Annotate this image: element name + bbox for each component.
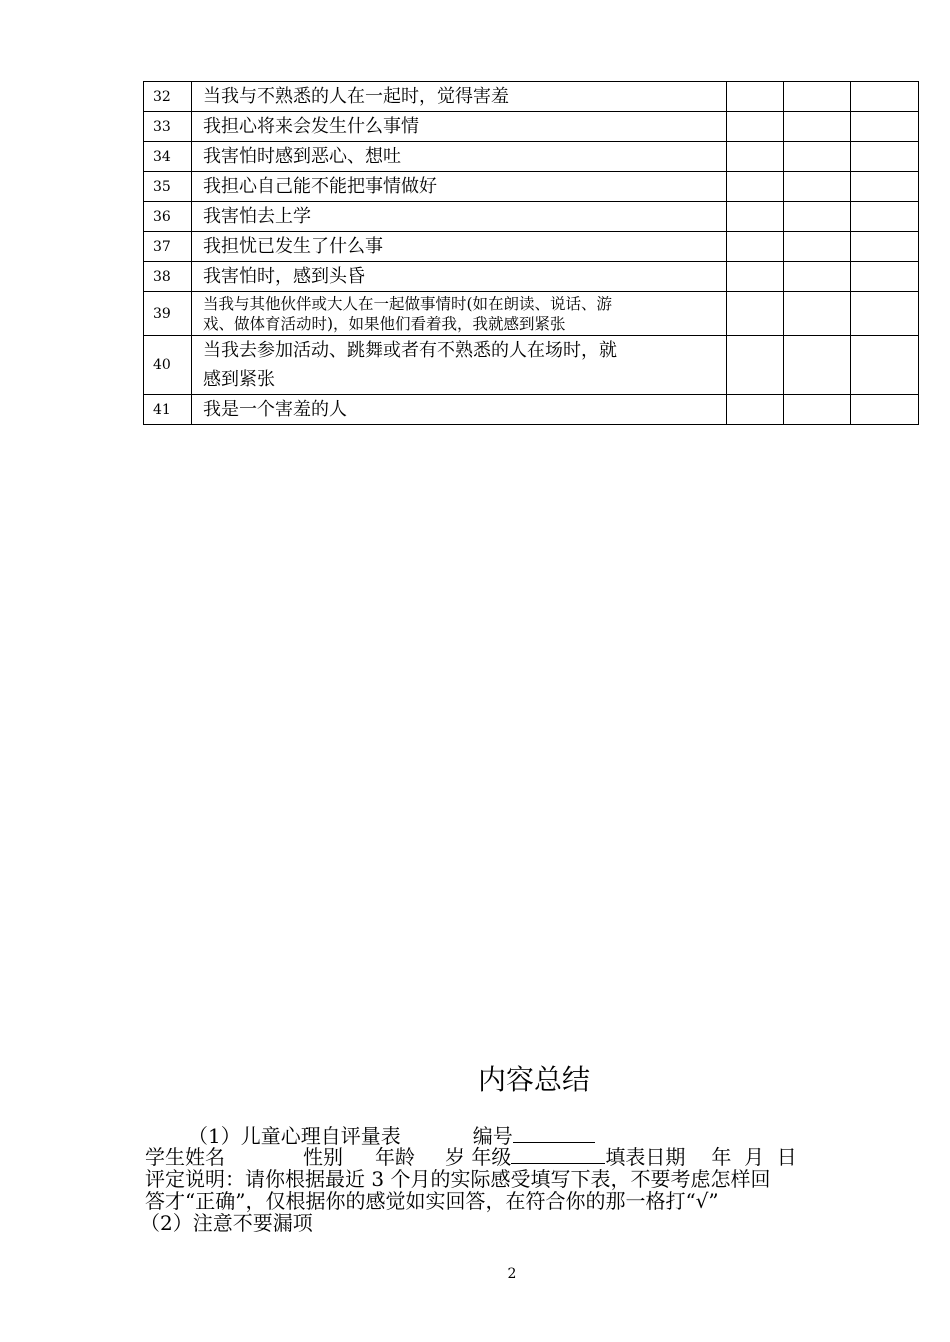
item-text: 我害怕时，感到头昏 — [192, 262, 727, 292]
item-text-line: 戏、做体育活动时)，如果他们看着我，我就感到紧张 — [203, 314, 566, 333]
item-text: 我是一个害羞的人 — [192, 395, 727, 425]
answer-cell-1[interactable] — [727, 262, 784, 292]
item-text-line: 当我去参加活动、跳舞或者有不熟悉的人在场时，就 — [203, 340, 617, 361]
answer-cell-2[interactable] — [784, 292, 851, 336]
table-row — [144, 232, 919, 262]
item-text — [192, 292, 727, 336]
note-line: （2）注意不要漏项 — [140, 1211, 313, 1235]
answer-cell-3[interactable] — [851, 82, 919, 112]
table-row — [144, 112, 919, 142]
answer-cell-2[interactable] — [784, 82, 851, 112]
date-label: 填表日期 — [605, 1145, 686, 1169]
summary-title: 内容总结 — [477, 1063, 590, 1096]
answer-cell-3[interactable] — [851, 142, 919, 172]
answer-cell-1[interactable] — [727, 142, 784, 172]
item-number: 39 — [144, 292, 192, 336]
item-number: 40 — [144, 336, 192, 395]
table-row — [144, 292, 919, 336]
answer-cell-2[interactable] — [784, 232, 851, 262]
answer-cell-3[interactable] — [851, 262, 919, 292]
age-label: 年龄 — [375, 1145, 415, 1169]
serial-number-label: 编号 — [472, 1124, 513, 1148]
item-text: 当我与不熟悉的人在一起时，觉得害羞 — [192, 82, 727, 112]
instruction-line-1: 评定说明：请你根据最近 3 个月的实际感受填写下表，不要考虑怎样回 — [145, 1167, 771, 1191]
answer-cell-1[interactable] — [727, 202, 784, 232]
table-row — [144, 82, 919, 112]
answer-cell-1[interactable] — [727, 82, 784, 112]
answer-cell-2[interactable] — [784, 202, 851, 232]
scale-title: （1）儿童心理自评量表 — [188, 1124, 401, 1148]
item-number: 41 — [144, 395, 192, 425]
table-row — [144, 395, 919, 425]
table-row — [144, 336, 919, 395]
table-row — [144, 262, 919, 292]
grade-blank[interactable] — [511, 1145, 605, 1164]
answer-cell-2[interactable] — [784, 262, 851, 292]
answer-cell-3[interactable] — [851, 336, 919, 395]
item-text: 我害怕时感到恶心、想吐 — [192, 142, 727, 172]
answer-cell-3[interactable] — [851, 172, 919, 202]
item-text: 我担心自己能不能把事情做好 — [192, 172, 727, 202]
answer-cell-1[interactable] — [727, 172, 784, 202]
item-text: 我害怕去上学 — [192, 202, 727, 232]
item-text: 我担心将来会发生什么事情 — [192, 112, 727, 142]
answer-cell-3[interactable] — [851, 202, 919, 232]
date-fields: 年 月 日 — [711, 1145, 797, 1169]
instruction-line-2: 答才“正确”，仅根据你的感觉如实回答，在符合你的那一格打“√” — [145, 1189, 719, 1213]
answer-cell-2[interactable] — [784, 142, 851, 172]
answer-cell-3[interactable] — [851, 292, 919, 336]
grade-label: 岁 年级 — [445, 1145, 512, 1169]
answer-cell-1[interactable] — [727, 292, 784, 336]
item-number: 35 — [144, 172, 192, 202]
student-name-label: 学生姓名 — [145, 1145, 225, 1169]
page-number: 2 — [507, 1266, 517, 1282]
answer-cell-2[interactable] — [784, 112, 851, 142]
table-row — [144, 202, 919, 232]
gender-label: 性别 — [303, 1145, 343, 1169]
item-number: 36 — [144, 202, 192, 232]
item-text-line: 感到紧张 — [203, 369, 275, 390]
answer-cell-3[interactable] — [851, 232, 919, 262]
item-number: 37 — [144, 232, 192, 262]
item-text-line: 当我与其他伙伴或大人在一起做事情时(如在朗读、说话、游 — [203, 294, 613, 313]
item-number: 33 — [144, 112, 192, 142]
answer-cell-1[interactable] — [727, 336, 784, 395]
item-number: 34 — [144, 142, 192, 172]
answer-cell-1[interactable] — [727, 232, 784, 262]
item-text — [192, 336, 727, 395]
answer-cell-1[interactable] — [727, 112, 784, 142]
answer-cell-2[interactable] — [784, 395, 851, 425]
answer-cell-1[interactable] — [727, 395, 784, 425]
answer-cell-3[interactable] — [851, 395, 919, 425]
answer-cell-2[interactable] — [784, 172, 851, 202]
item-text: 我担忧已发生了什么事 — [192, 232, 727, 262]
table-row — [144, 142, 919, 172]
item-number: 38 — [144, 262, 192, 292]
table-row — [144, 172, 919, 202]
item-number: 32 — [144, 82, 192, 112]
student-info-line — [145, 1145, 797, 1169]
serial-number-blank[interactable] — [513, 1124, 595, 1143]
questionnaire-table — [143, 81, 919, 425]
answer-cell-2[interactable] — [784, 336, 851, 395]
answer-cell-3[interactable] — [851, 112, 919, 142]
